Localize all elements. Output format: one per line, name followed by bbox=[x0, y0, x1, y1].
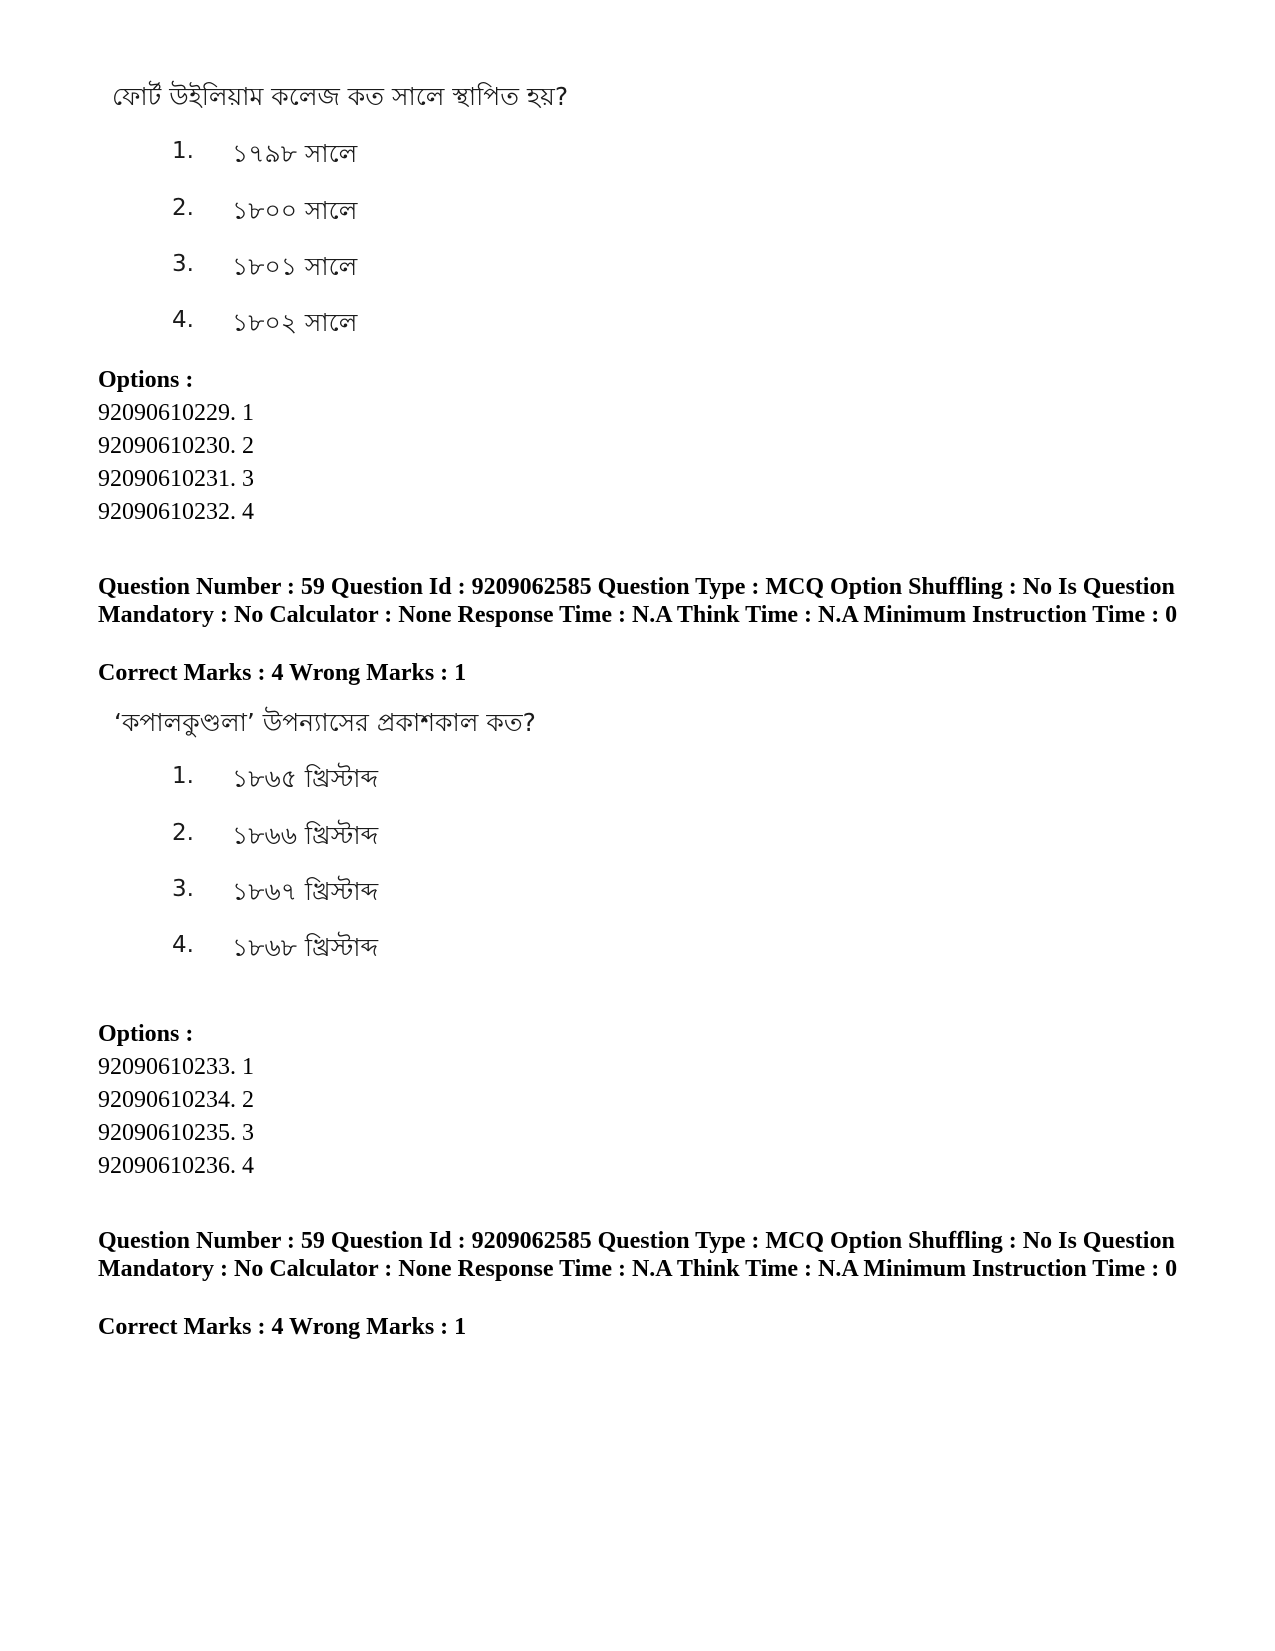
question-metadata: Question Number : 59 Question Id : 9209062585 Question Type : MCQ Option Shuffling : No Is Question Mandatory : No Calculator : None Response Time : N.A Think Time : N.A Minimum Instruction Time : 0 bbox=[98, 1228, 1178, 1282]
option-id: 92090610231. 3 bbox=[98, 466, 254, 492]
option-id: 92090610234. 2 bbox=[98, 1087, 254, 1113]
choice-number: 4. bbox=[172, 932, 194, 958]
option-id: 92090610229. 1 bbox=[98, 400, 254, 426]
marks-line: Correct Marks : 4 Wrong Marks : 1 bbox=[98, 1314, 467, 1340]
choice-text: ১৮৬৭ খ্রিস্টাব্দ bbox=[232, 877, 379, 906]
question-text: ‘কপালকুণ্ডলা’ উপন্যাসের প্রকাশকাল কত? bbox=[114, 708, 536, 737]
choice-number: 2. bbox=[172, 820, 194, 846]
choice-text: ১৮০২ সালে bbox=[232, 308, 358, 337]
option-id: 92090610232. 4 bbox=[98, 499, 254, 525]
marks-line: Correct Marks : 4 Wrong Marks : 1 bbox=[98, 660, 467, 686]
choice-number: 4. bbox=[172, 307, 194, 333]
option-id: 92090610236. 4 bbox=[98, 1153, 254, 1179]
choice-text: ১৮৬৬ খ্রিস্টাব্দ bbox=[232, 821, 379, 850]
question-text: ফোর্ট উইলিয়াম কলেজ কত সালে স্থাপিত হয়? bbox=[112, 82, 569, 111]
question-image-1 bbox=[0, 70, 700, 350]
choice-text: ১৮৬৮ খ্রিস্টাব্দ bbox=[232, 933, 379, 962]
choice-text: ১৮০০ সালে bbox=[232, 196, 358, 225]
question-metadata: Question Number : 59 Question Id : 9209062585 Question Type : MCQ Option Shuffling : No Is Question Mandatory : No Calculator : None Response Time : N.A Think Time : N.A Minimum Instruction Time : 0 bbox=[98, 574, 1178, 628]
choice-text: ১৮৬৫ খ্রিস্টাব্দ bbox=[232, 764, 379, 793]
choice-number: 3. bbox=[172, 876, 194, 902]
option-id: 92090610235. 3 bbox=[98, 1120, 254, 1146]
options-heading: Options : bbox=[98, 367, 194, 393]
choice-text: ১৮০১ সালে bbox=[232, 252, 358, 281]
options-heading: Options : bbox=[98, 1021, 194, 1047]
choice-number: 1. bbox=[172, 138, 194, 164]
choice-number: 2. bbox=[172, 195, 194, 221]
option-id: 92090610230. 2 bbox=[98, 433, 254, 459]
option-id: 92090610233. 1 bbox=[98, 1054, 254, 1080]
question-image-2 bbox=[0, 700, 700, 990]
choice-number: 1. bbox=[172, 763, 194, 789]
choice-number: 3. bbox=[172, 251, 194, 277]
choice-text: ১৭৯৮ সালে bbox=[232, 139, 358, 168]
